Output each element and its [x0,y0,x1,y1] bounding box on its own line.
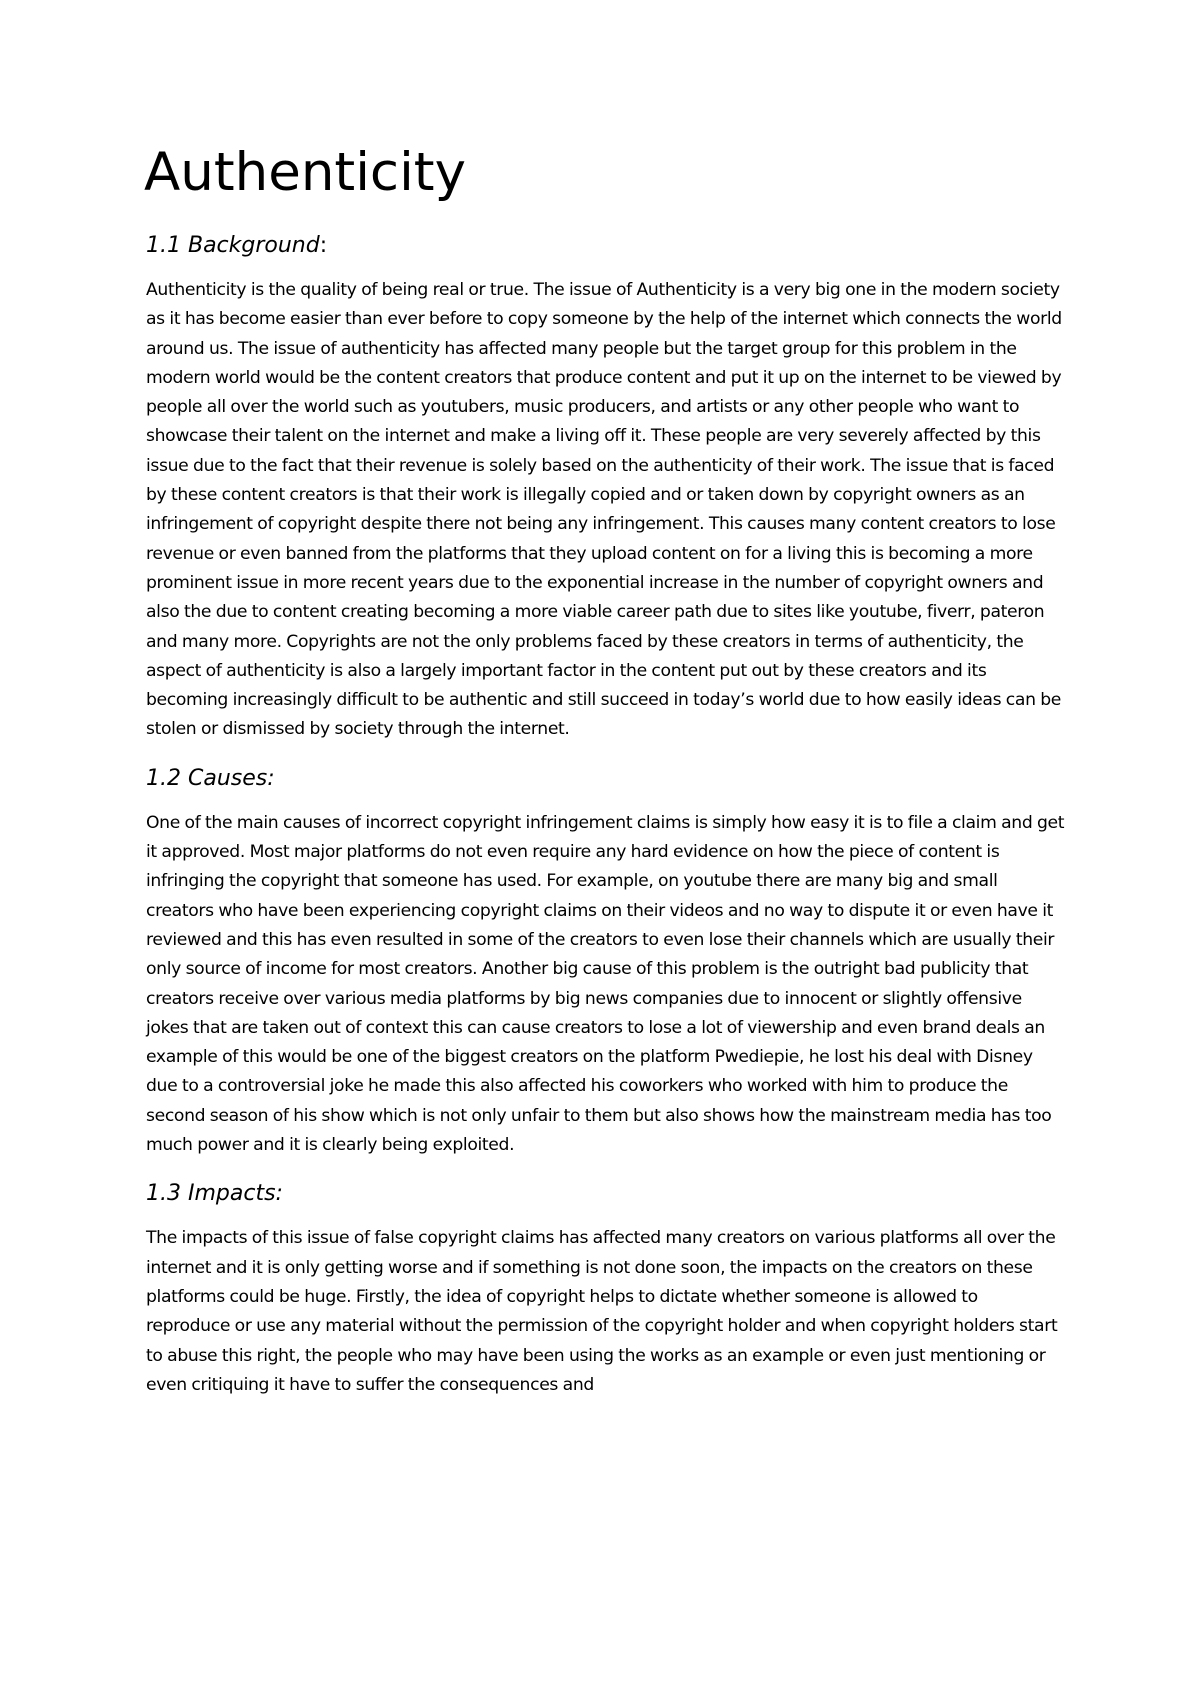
section-paragraph: Authenticity is the quality of being real or true. The issue of Authenticity is a very big one in the modern society as it has become easier than ever before to copy someone by the help of the internet which connects the world around us. The issue of authenticity has affected many people but the target group for this problem in the modern world would be the content creators that produce content and put it up on the internet to be viewed by people all over the world such as youtubers, music producers, and artists or any other people who want to showcase their talent on the internet and make a living off it. These people are very severely affected by this issue due to the fact that their revenue is solely based on the authenticity of their work. The issue that is faced by these content creators is that their work is illegally copied and or taken down by copyright owners as an infringement of copyright despite there not being any infringement. This causes many content creators to lose revenue or even banned from the platforms that they upload content on for a living this is becoming a more prominent issue in more recent years due to the exponential increase in the number of copyright owners and also the due to content creating becoming a more viable career path due to sites like youtube, fiverr, pateron and many more. Copyrights are not the only problems faced by these creators in terms of authenticity, the aspect of authenticity is also a largely important factor in the content put out by these creators and its becoming increasingly difficult to be authentic and still succeed in today’s world due to how easily ideas can be stolen or dismissed by society through the internet. [146,280,1062,740]
section-heading-text: 1.1 Background [146,233,320,258]
section-paragraph: The impacts of this issue of false copyright claims has affected many creators on various platforms all over the internet and it is only getting worse and if something is not done soon, the impacts on the creators on these platforms could be huge. Firstly, the idea of copyright helps to dictate whether someone is allowed to reproduce or use any material without the permission of the copyright holder and when copyright holders start to abuse this right, the people who may have been using the works as an example or even just mentioning or even critiquing it have to suffer the consequences and [146,1228,1058,1395]
section-heading: 1.2 Causes: [146,765,275,791]
section-background [146,230,1066,745]
document-title: Authenticity [144,142,466,203]
section-heading-suffix: : [319,233,328,258]
document-page [146,140,1066,1418]
section-heading: 1.3 Impacts: [146,1181,283,1207]
section-causes [146,763,1066,1161]
section-impacts [146,1178,1066,1400]
section-paragraph: One of the main causes of incorrect copyright infringement claims is simply how easy it is to file a claim and get it approved. Most major platforms do not even require any hard evidence on how the piece of content is infringing the copyright that someone has used. For example, on youtube there are many big and small creators who have been experiencing copyright claims on their videos and no way to dispute it or even have it reviewed and this has even resulted in some of the creators to even lose their channels which are usually their only source of income for most creators. Another big cause of this problem is the outright bad publicity that creators receive over various media platforms by big news companies due to innocent or slightly offensive jokes that are taken out of context this can cause creators to lose a lot of viewership and even brand deals an example of this would be one of the biggest creators on the platform Pwediepie, he lost his deal with Disney due to a controversial joke he made this also affected his coworkers who worked with him to produce the second season of his show which is not only unfair to them but also shows how the mainstream media has too much power and it is clearly being exploited. [146,812,1065,1156]
section-heading [146,230,1066,262]
